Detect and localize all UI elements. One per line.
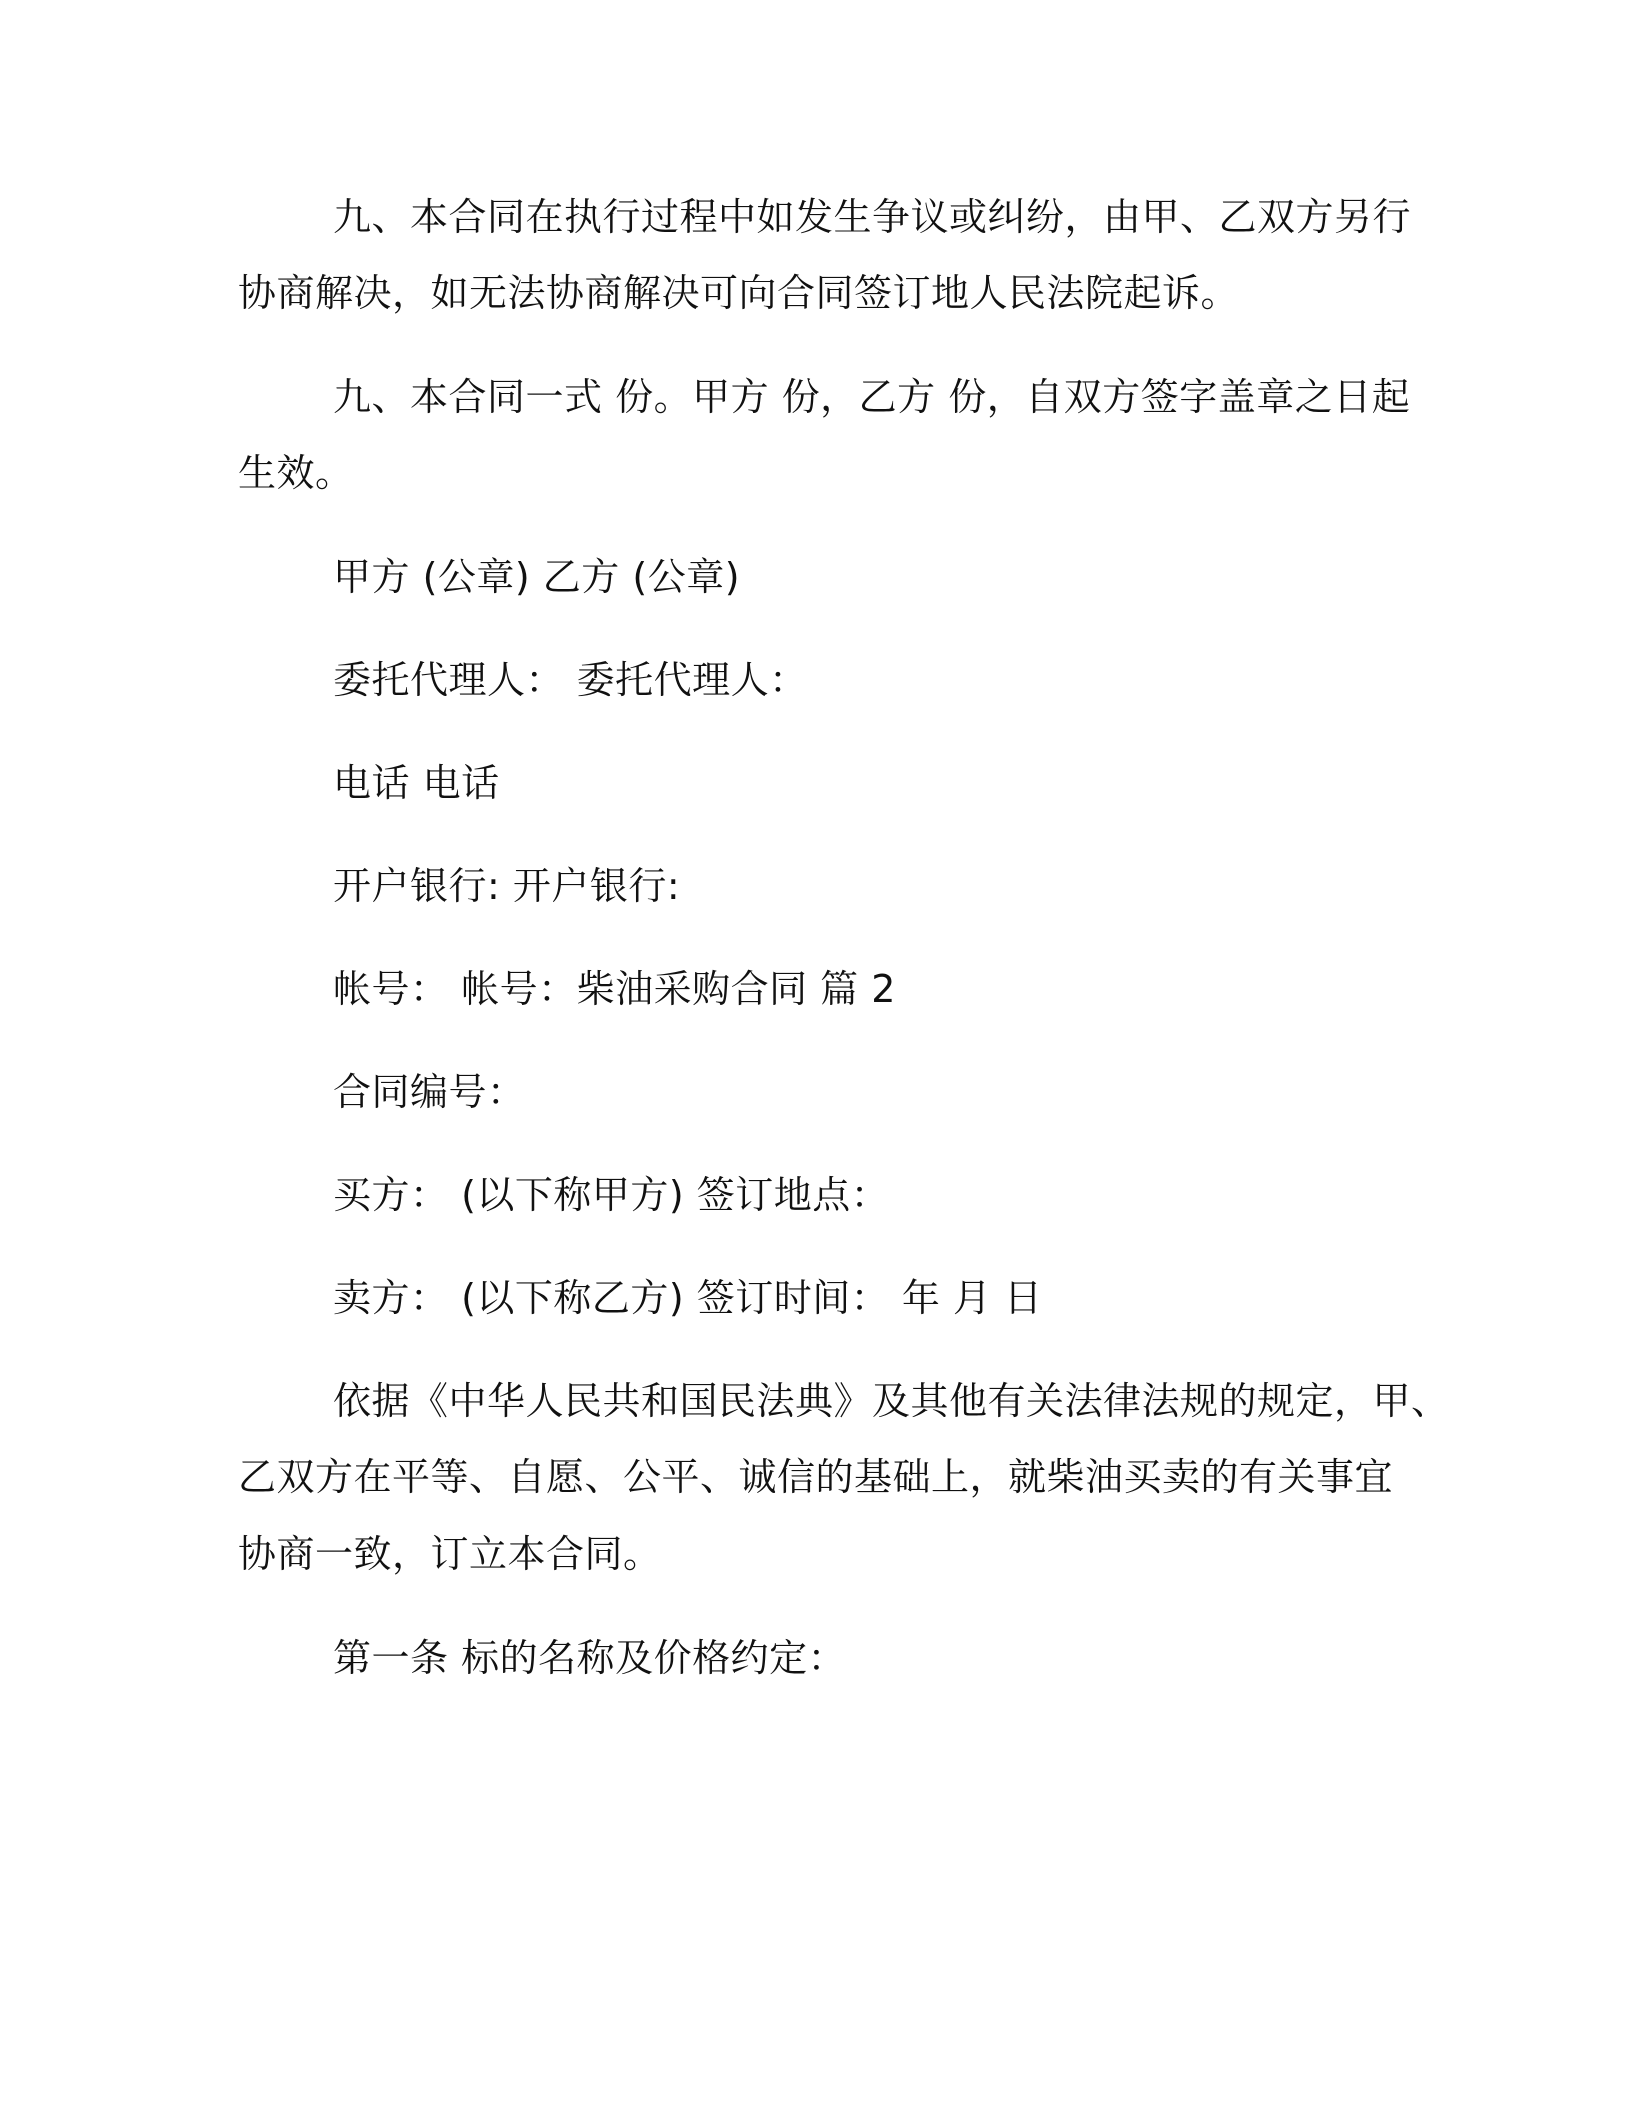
- clause-9-copies-line-1: 九、本合同一式 份。甲方 份，乙方 份，自双方签字盖章之日起: [333, 375, 1411, 419]
- clause-9-dispute-line-1: 九、本合同在执行过程中如发生争议或纠纷，由甲、乙双方另行: [333, 195, 1412, 239]
- preamble-line-1: 依据《中华人民共和国民法典》及其他有关法律法规的规定，甲、: [333, 1379, 1450, 1423]
- buyer-line: 买方： (以下称甲方) 签订地点：: [333, 1173, 890, 1217]
- bank-line: 开户银行: 开户银行:: [333, 864, 681, 908]
- article-1-heading: 第一条 标的名称及价格约定：: [333, 1636, 847, 1680]
- clause-9-dispute-line-2: 协商解决，如无法协商解决可向合同签订地人民法院起诉。: [238, 271, 1240, 315]
- clause-9-copies-line-2: 生效。: [238, 451, 354, 495]
- contract-number-line: 合同编号：: [333, 1070, 526, 1114]
- preamble-line-3: 协商一致，订立本合同。: [238, 1532, 662, 1576]
- phone-line: 电话 电话: [333, 761, 500, 805]
- account-line: 帐号： 帐号：柴油采购合同 篇 2: [333, 967, 896, 1011]
- agent-line: 委托代理人： 委托代理人：: [333, 658, 808, 702]
- seller-line: 卖方： (以下称乙方) 签订时间： 年 月 日: [333, 1276, 1043, 1320]
- preamble-line-2: 乙双方在平等、自愿、公平、诚信的基础上，就柴油买卖的有关事宜: [238, 1455, 1394, 1499]
- seal-line: 甲方 (公章) 乙方 (公章): [333, 555, 741, 599]
